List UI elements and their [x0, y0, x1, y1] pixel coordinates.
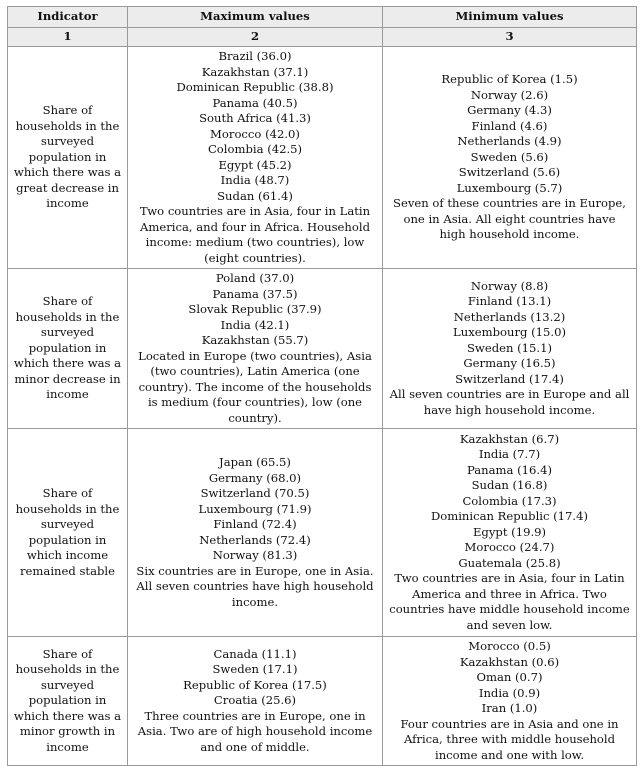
summary-note: Located in Europe (two countries), Asia (two countries), Latin America (one country). The income of the households is medium (four countries), low (one country). — [138, 348, 372, 425]
country-value: Sudan (61.4) — [217, 188, 293, 203]
country-value: Colombia (17.3) — [462, 493, 557, 508]
country-value: Germany (4.3) — [467, 103, 552, 118]
table-row — [8, 47, 637, 269]
maximum-values-cell — [128, 47, 383, 269]
summary-note: Four countries are in Asia and one in Africa, three with middle household income and one with low. — [400, 716, 619, 762]
indicator-cell: Share of households in the surveyed population in which there was a minor growth in income — [8, 637, 128, 766]
country-value: Iran (1.0) — [481, 701, 538, 715]
header-minimum-values: Minimum values — [383, 7, 637, 28]
column-number-row — [8, 28, 637, 47]
country-value: Kazakhstan (37.1) — [201, 64, 309, 79]
country-value: Netherlands (4.9) — [457, 134, 562, 149]
country-value: Croatia (25.6) — [213, 693, 297, 708]
indicator-cell: Share of households in the surveyed population in which income remained stable — [8, 429, 128, 637]
country-value: Colombia (42.5) — [207, 142, 303, 156]
country-value: Luxembourg (15.0) — [453, 325, 566, 340]
country-value: India (7.7) — [478, 447, 541, 462]
country-value: South Africa (41.3) — [199, 111, 311, 125]
country-value: Panama (37.5) — [212, 286, 298, 301]
country-value: Kazakhstan (0.6) — [459, 654, 560, 669]
country-value: Egypt (19.9) — [472, 524, 547, 539]
column-number-2: 2 — [128, 28, 383, 47]
country-value: Finland (72.4) — [213, 517, 297, 531]
country-value: Republic of Korea (17.5) — [183, 677, 327, 692]
country-value: India (48.7) — [220, 173, 290, 187]
country-value: Morocco (0.5) — [468, 639, 551, 653]
country-value: Canada (11.1) — [213, 646, 297, 661]
country-value: Kazakhstan (55.7) — [201, 333, 309, 347]
country-value: Panama (16.4) — [466, 462, 553, 477]
country-value: Brazil (36.0) — [218, 49, 292, 63]
minimum-values-cell — [383, 47, 637, 269]
country-value: Norway (8.8) — [470, 278, 549, 293]
country-value: Sudan (16.8) — [471, 478, 548, 493]
table-row — [8, 269, 637, 429]
country-value: Finland (4.6) — [471, 118, 548, 133]
country-value: Guatemala (25.8) — [458, 555, 561, 570]
column-number-1: 1 — [8, 28, 128, 47]
country-value: Luxembourg (5.7) — [456, 180, 563, 195]
maximum-values-cell — [128, 269, 383, 429]
minimum-values-cell — [383, 637, 637, 766]
country-value: Sweden (15.1) — [466, 340, 553, 355]
country-value: Norway (81.3) — [212, 548, 298, 562]
summary-note: All seven countries are in Europe and all have high household income. — [389, 387, 630, 417]
summary-note: Two countries are in Asia, four in Latin America and three in Africa. Two countries have middle household income and seven low. — [389, 571, 630, 632]
country-value: Norway (2.6) — [470, 87, 549, 102]
country-value: Kazakhstan (6.7) — [459, 431, 560, 446]
country-value: Netherlands (72.4) — [199, 532, 311, 547]
country-value: Luxembourg (71.9) — [198, 501, 312, 516]
country-value: Japan (65.5) — [219, 455, 291, 469]
country-value: Morocco (24.7) — [464, 540, 555, 555]
summary-note: Seven of these countries are in Europe, one in Asia. All eight countries have high household income. — [393, 196, 626, 242]
country-value: Switzerland (5.6) — [458, 165, 561, 180]
maximum-values-cell — [128, 429, 383, 637]
summary-note: Three countries are in Europe, one in Asia. Two are of high household income and one of middle. — [137, 708, 373, 754]
country-value: Germany (68.0) — [208, 470, 302, 485]
country-value: Switzerland (70.5) — [200, 486, 310, 500]
maximum-values-cell — [128, 637, 383, 766]
country-value: Sweden (17.1) — [212, 662, 298, 677]
table-row — [8, 429, 637, 637]
country-value: Republic of Korea (1.5) — [441, 72, 578, 87]
country-value: India (42.1) — [220, 317, 290, 332]
country-value: Germany (16.5) — [463, 356, 556, 371]
indicator-cell: Share of households in the surveyed population in which there was a great decrease in income — [8, 47, 128, 269]
country-value: Panama (40.5) — [212, 95, 298, 110]
header-maximum-values: Maximum values — [128, 7, 383, 28]
country-value: Sweden (5.6) — [470, 149, 549, 164]
header-indicator: Indicator — [8, 7, 128, 28]
header-row — [8, 7, 637, 28]
country-value: Oman (0.7) — [476, 670, 543, 684]
country-value: Switzerland (17.4) — [455, 371, 564, 386]
indicator-table — [7, 6, 637, 766]
minimum-values-cell — [383, 269, 637, 429]
country-value: Egypt (45.2) — [218, 157, 292, 172]
indicator-cell: Share of households in the surveyed population in which there was a minor decrease in income — [8, 269, 128, 429]
country-value: India (0.9) — [478, 685, 541, 700]
table-row — [8, 637, 637, 766]
minimum-values-cell — [383, 429, 637, 637]
summary-note: Two countries are in Asia, four in Latin America, and four in Africa. Household income: medium (two countries), low (eight countries). — [139, 204, 371, 265]
country-value: Morocco (42.0) — [210, 126, 300, 141]
country-value: Dominican Republic (38.8) — [176, 80, 334, 94]
country-value: Dominican Republic (17.4) — [430, 509, 589, 524]
country-value: Netherlands (13.2) — [453, 309, 566, 324]
column-number-3: 3 — [383, 28, 637, 47]
country-value: Finland (13.1) — [467, 294, 552, 309]
country-value: Slovak Republic (37.9) — [188, 302, 322, 316]
country-value: Poland (37.0) — [215, 271, 295, 285]
summary-note: Six countries are in Europe, one in Asia. All seven countries have high household income. — [136, 563, 374, 609]
